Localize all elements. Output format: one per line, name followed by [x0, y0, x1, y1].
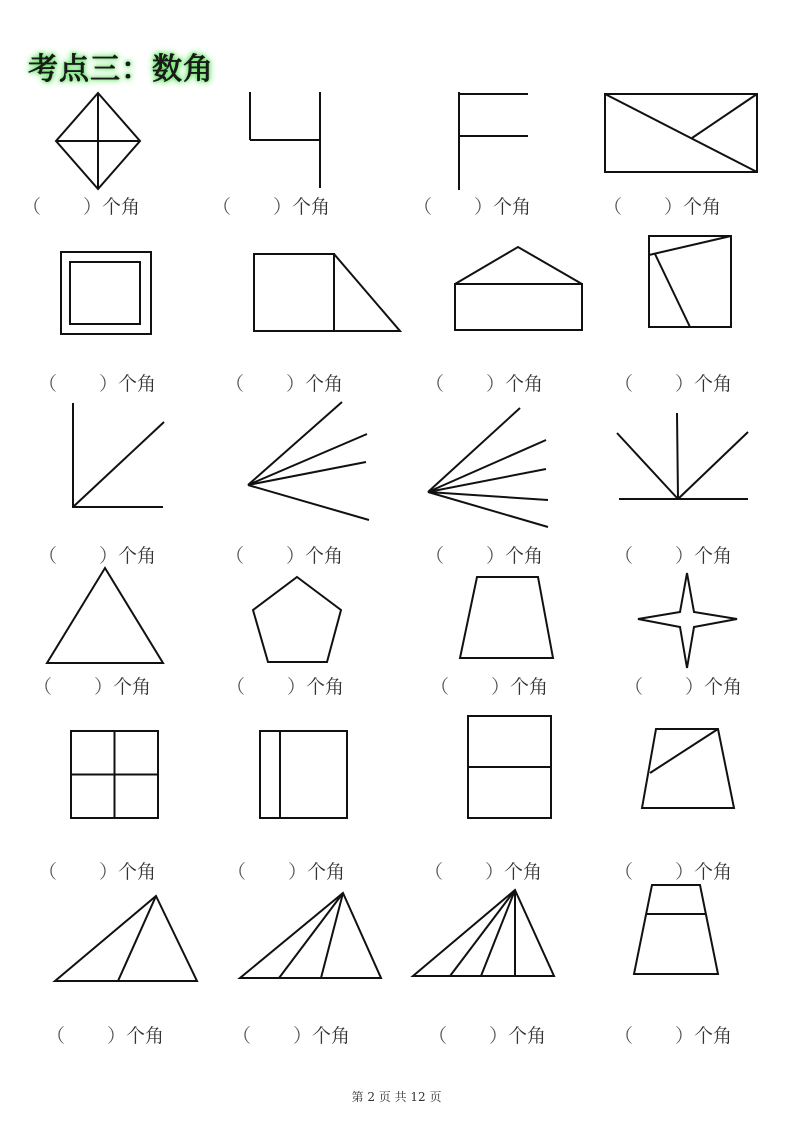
answer-blank[interactable]: （ ）个角 — [624, 676, 743, 698]
answer-blank[interactable]: （ ）个角 — [226, 676, 345, 698]
answer-blank[interactable]: （ ）个角 — [225, 545, 344, 567]
figure-square-quartered — [71, 731, 158, 818]
figure-trapezoid-with-diagonal — [642, 729, 734, 808]
answer-blank[interactable]: （ ）个角 — [425, 545, 544, 567]
figure-f-shape — [459, 92, 528, 190]
answer-blank[interactable]: （ ）个角 — [614, 373, 733, 395]
figure-rectangle-with-vertical-line — [260, 731, 347, 818]
answer-blank[interactable]: （ ）个角 — [428, 1025, 547, 1047]
answer-blank[interactable]: （ ）个角 — [603, 196, 722, 218]
figure-square-with-slanted-lines — [649, 236, 731, 327]
figure-stacked-trapezoid — [634, 885, 718, 974]
figure-rays-on-line — [617, 413, 748, 499]
figure-triangle-two-cevians — [240, 893, 381, 978]
answer-blank[interactable]: （ ）个角 — [46, 1025, 165, 1047]
figure-five-rays-fan — [428, 408, 548, 527]
figure-four-rays-fan — [248, 402, 369, 520]
figure-rectangle-with-diagonals — [605, 94, 757, 172]
figure-h-shape — [250, 92, 320, 188]
figure-right-angle-with-ray — [73, 403, 164, 507]
figure-nested-squares — [61, 252, 151, 334]
answer-blank[interactable]: （ ）个角 — [430, 676, 549, 698]
figure-triangle — [47, 568, 163, 663]
answer-blank[interactable]: （ ）个角 — [413, 196, 532, 218]
answer-blank[interactable]: （ ）个角 — [424, 861, 543, 883]
figure-square-with-triangle — [254, 254, 400, 331]
answer-blank[interactable]: （ ）个角 — [614, 545, 733, 567]
answer-blank[interactable]: （ ）个角 — [425, 373, 544, 395]
answer-blank[interactable]: （ ）个角 — [22, 196, 141, 218]
figure-house-shape — [455, 247, 582, 330]
answer-blank[interactable]: （ ）个角 — [232, 1025, 351, 1047]
figure-rectangle-halved — [468, 716, 551, 818]
answer-blank[interactable]: （ ）个角 — [227, 861, 346, 883]
answer-blank[interactable]: （ ）个角 — [38, 861, 157, 883]
figure-triangle-three-cevians — [413, 890, 554, 976]
answer-blank[interactable]: （ ）个角 — [212, 196, 331, 218]
figure-triangle-one-cevian — [55, 896, 197, 981]
page-footer: 第 2 页 共 12 页 — [351, 1090, 442, 1104]
answer-blank[interactable]: （ ）个角 — [38, 373, 157, 395]
section-heading: 考点三：数角 — [28, 52, 214, 87]
figure-diamond-with-cross — [56, 93, 140, 189]
figure-four-point-star — [638, 573, 737, 668]
answer-blank[interactable]: （ ）个角 — [33, 676, 152, 698]
answer-blank[interactable]: （ ）个角 — [614, 1025, 733, 1047]
answer-blank[interactable]: （ ）个角 — [38, 545, 157, 567]
answer-blank[interactable]: （ ）个角 — [614, 861, 733, 883]
figure-pentagon — [253, 577, 341, 662]
answer-blank[interactable]: （ ）个角 — [225, 373, 344, 395]
figure-trapezoid — [460, 577, 553, 658]
